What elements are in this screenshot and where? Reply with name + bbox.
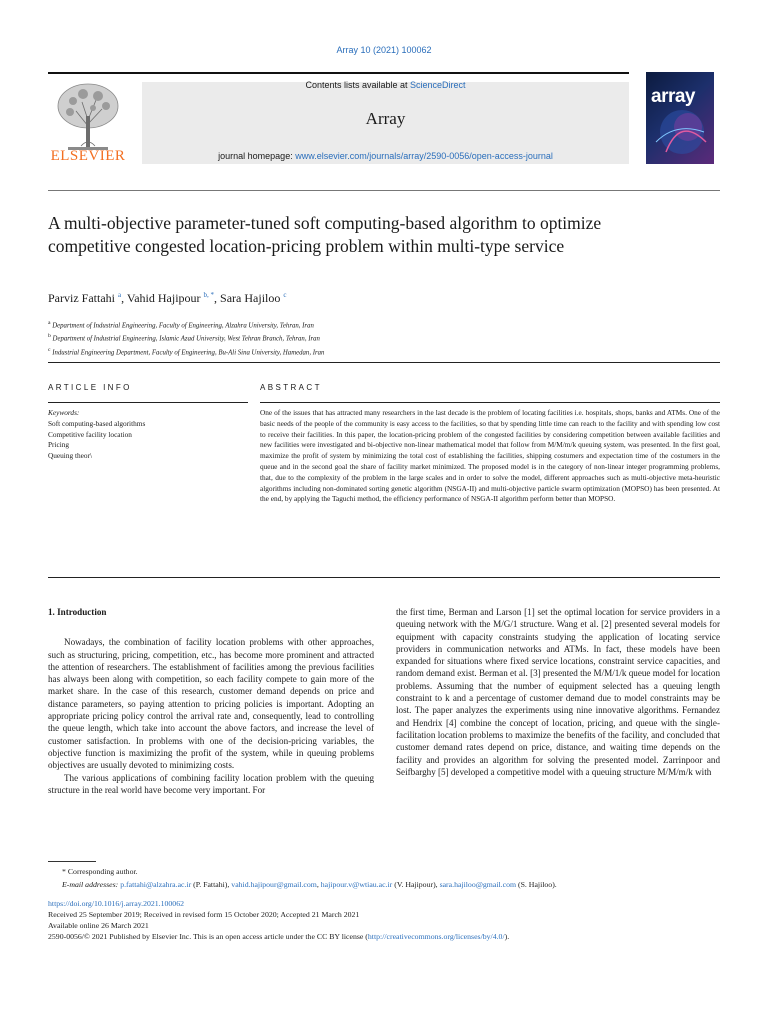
author-affil-mark[interactable]: a <box>117 291 122 299</box>
body-left-column <box>48 606 374 796</box>
sciencedirect-link[interactable]: ScienceDirect <box>410 80 466 90</box>
footnotes <box>48 866 728 891</box>
email-addresses <box>48 879 728 892</box>
affiliation <box>48 318 324 331</box>
affiliations <box>48 318 324 358</box>
footnote-rule <box>48 861 96 862</box>
journal-homepage-line <box>142 151 629 161</box>
title-rule <box>48 190 720 191</box>
section-heading-introduction: 1. Introduction <box>48 607 107 617</box>
keywords-label: Keywords: <box>48 408 80 417</box>
keyword: Pricing <box>48 440 70 450</box>
article-title: A multi-objective parameter-tuned soft computing-based algorithm to optimize competitive congested location-pricing problem within multi-type service <box>48 213 602 256</box>
body-paragraph: the first time, Berman and Larson [1] set the optimal location for service providers in a queuing network with the M/G/1 structure. Wang et al. [2] presented several models for equipment with capacity constraints studying the application of locating service providers in communication networks and ATMs. In fact, these models have been expanded for situations where fixed service locations, constraint service capacities, and random demand exist. Berman et al. [3] presented the M/M/1/k queue model for location problems. Assuming that the number of equipment selected has a queuing length constraint to k and a percentage of customer demand due to model constraints may be lost. The paper analyzes the experiments using nine innovative algorithms. Fernandez and Hendrix [4] combine the concept of location, pricing, and queue with the single-facilitation location problems to maximize the benefits of the facility, and concluded that customer demand rates depend on price, distance, and waiting time depends on the facility and provides an algorithm for solving the presented model. Zarrinpoor and Seifbarghy [5] developed a competitive model with a queuing structure M/M/m/k with <box>396 607 720 777</box>
email-link[interactable]: sara.hajiloo@gmail.com <box>439 879 517 889</box>
email-link[interactable]: hajipour.v@wtiau.ac.ir <box>320 879 393 889</box>
body-right-column <box>396 606 720 778</box>
cover-title: array <box>651 86 695 107</box>
email-owner: (V. Hajipour), <box>392 879 440 889</box>
license-prefix: 2590-0056/© 2021 Published by Elsevier Inc. This is an open access article under the CC BY license ( <box>48 932 368 941</box>
body-paragraph: Nowadays, the combination of facility location problems with other approaches, such as structuring, pricing, competition, etc., has become more prominent and attracted the attention of researchers. The establishment of facilities among the previous facilities has always been along with competition, so each facility compete to gain more of the market share. In the case of this research, customer demand depends on price and distance parameters, so paying attention to pricing policies is important. Adopting an appropriate pricing policy control the arrival rate and, consequently, lead to controlling the queue length, which take into account the above factors, and increase the level of customer satisfaction. In problems with one of the decision-pricing variables, the objective function is maximizing the profit of the system, while in queuing problems objectives are usually devoted to minimizing costs. <box>48 637 374 771</box>
homepage-link[interactable]: www.elsevier.com/journals/array/2590-0056/open-access-journal <box>295 151 553 161</box>
email-link[interactable]: vahid.hajipour@gmail.com <box>231 879 317 889</box>
contents-prefix: Contents lists available at <box>305 80 411 90</box>
affiliation <box>48 331 324 344</box>
doi-link[interactable]: https://doi.org/10.1016/j.array.2021.100062 <box>48 899 185 908</box>
running-head[interactable]: Array 10 (2021) 100062 <box>336 45 432 55</box>
keyword: Queuing theor\ <box>48 451 92 461</box>
affiliation-text: Department of Industrial Engineering, Islamic Azad University, West Tehran Branch, Tehran, Iran <box>52 335 320 343</box>
author-affil-mark[interactable]: c <box>283 291 287 299</box>
license-suffix: ). <box>504 932 510 941</box>
article-info-heading: ARTICLE INFO <box>48 383 132 392</box>
journal-name: Array <box>365 109 406 128</box>
email-owner: , <box>316 879 321 889</box>
elsevier-wordmark: ELSEVIER <box>50 148 126 164</box>
affiliation-mark: c <box>48 346 51 353</box>
homepage-label: journal homepage: <box>218 151 296 161</box>
email-label: E-mail addresses: <box>62 879 121 889</box>
keywords-block <box>48 408 145 462</box>
affiliation <box>48 345 324 358</box>
abstract-heading: ABSTRACT <box>260 383 322 392</box>
contents-line <box>142 80 629 90</box>
affiliation-mark: a <box>48 320 51 326</box>
affiliation-mark: b <box>48 333 51 340</box>
license-link[interactable]: http://creativecommons.org/licenses/by/4.0/ <box>367 932 505 941</box>
author-name[interactable]: Parviz Fattahi <box>48 291 115 305</box>
body-paragraph: The various applications of combining facility location problem with the queuing structure in the real world have become very important. For <box>48 772 374 795</box>
section-rule <box>48 362 720 363</box>
online-date: Available online 26 March 2021 <box>48 921 149 930</box>
affiliation-text: Industrial Engineering Department, Faculty of Engineering, Bu-Ali Sina University, Hamedan, Iran <box>52 348 325 356</box>
author-name[interactable]: Sara Hajiloo <box>220 291 281 305</box>
author-name[interactable]: Vahid Hajipour <box>126 291 201 305</box>
author-affil-mark[interactable]: b, * <box>203 291 215 299</box>
keyword: Competitive facility location <box>48 429 132 439</box>
corresponding-author-note: * Corresponding author. <box>62 867 138 876</box>
abstract-bottom-rule <box>48 577 720 578</box>
author-list: Parviz Fattahi $^a$, Vahid Hajipour $^{b, *}$, Sara Hajiloo $^c$ <box>48 291 287 305</box>
publication-info <box>48 898 728 942</box>
abstract-text: One of the issues that has attracted many researchers in the last decade is the problem of locating facilities i.e. hospitals, shops, banks and ATMs. One of the basic needs of the people of the community is easy access to the facilities, so that by spending little time can reach to the facility and with spending low cost to receive their facilities. In this paper, the location-pricing problem of the congested facilities by considering competition between available facilities and new facilities were investigated and bi-objective non-linear mathematical model that follow from M/M/m/k queuing system, was presented. In the first goal, maximize the profit of system by minimizing the total cost of establishing the facilities, shipping costumers and expectation time of the costumers in the queue and in the second goal the share of facility market minimized. The proposed model is in the category of non-linear integer programming problems, that, due to the complexity of the problem in the large scales and in order to solve the model, different approaches such as multi-objective meta-heuristic algorithms including non-dominated sorting genetic algorithm (NSGA-II) and multi-objective particle swarm optimization (MOPSO) has been presented. At the end, by applying the Taguchi method, the efficiency performance of NSGA-II algorithm perform better than MOPSO. <box>260 408 720 504</box>
email-link[interactable]: p.fattahi@alzahra.ac.ir <box>120 879 192 889</box>
email-owner: (P. Fattahi), <box>191 879 232 889</box>
received-dates: Received 25 September 2019; Received in revised form 15 October 2020; Accepted 21 March 2021 <box>48 910 360 919</box>
keyword: Soft computing-based algorithms <box>48 418 146 428</box>
abstract-rule <box>260 402 720 403</box>
affiliation-text: Department of Industrial Engineering, Faculty of Engineering, Alzahra University, Tehran, Iran <box>52 322 314 330</box>
email-owner: (S. Hajiloo). <box>516 879 557 889</box>
article-info-rule <box>48 402 248 403</box>
license-line <box>48 931 728 942</box>
